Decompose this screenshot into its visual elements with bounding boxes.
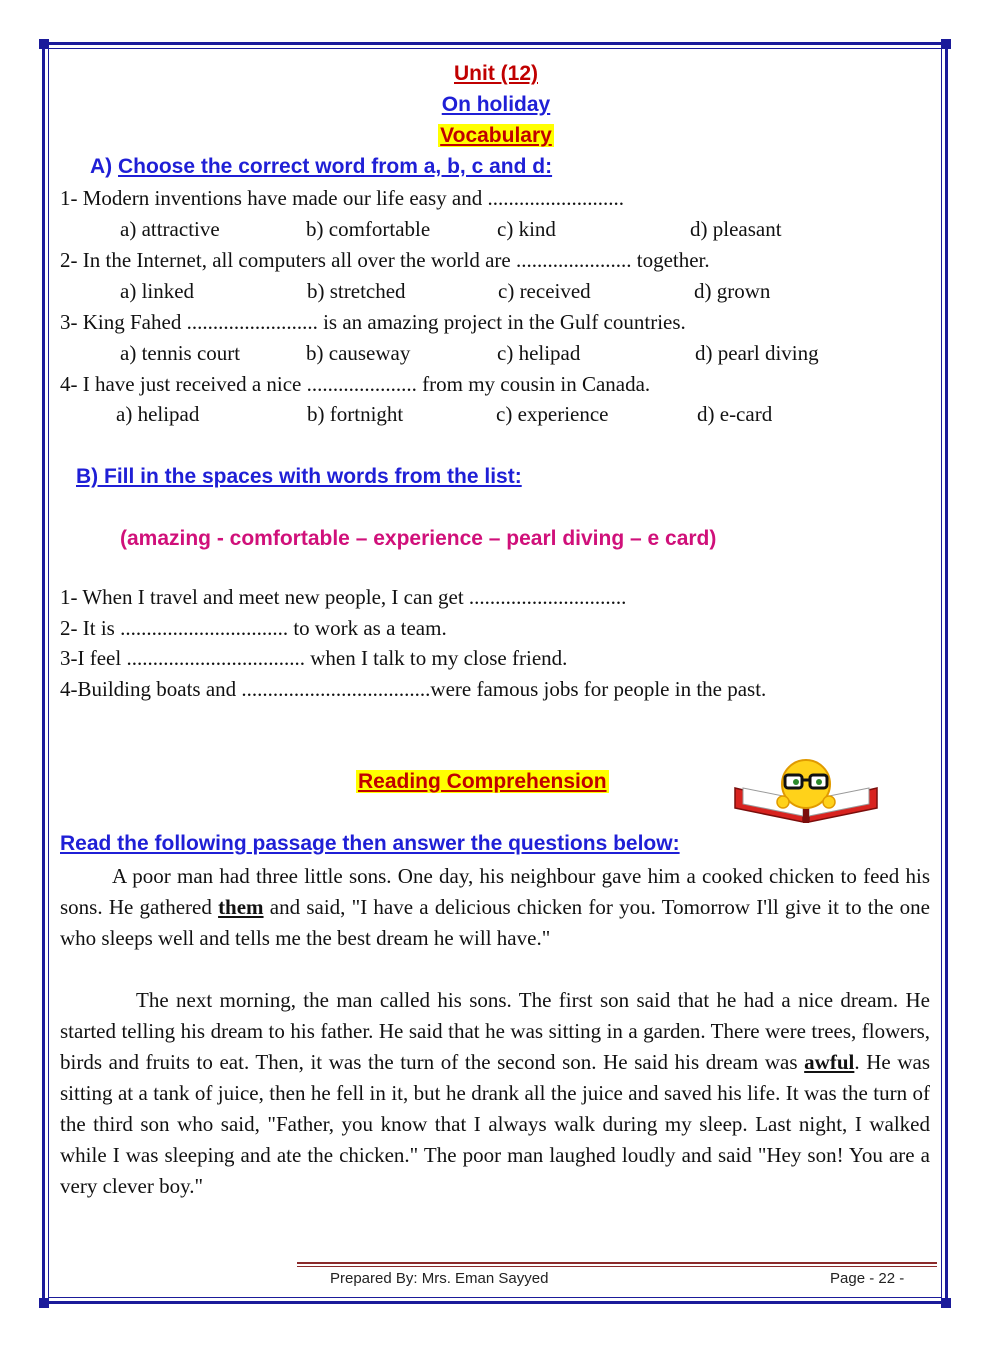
option: b) stretched	[307, 279, 406, 303]
option: a) helipad	[116, 402, 200, 426]
question-1: 1- Modern inventions have made our life easy and ..........................	[60, 186, 624, 210]
option: d) pleasant	[690, 217, 782, 241]
question-2: 2- In the Internet, all computers all over the world are ...................... together.	[60, 248, 710, 272]
fill-sentence-3: 3-I feel .................................. when I talk to my close friend.	[60, 646, 568, 670]
section-title: Vocabulary	[440, 124, 552, 147]
option: d) pearl diving	[695, 341, 819, 365]
reading-title: Reading Comprehension	[358, 770, 607, 793]
topic-title: On holiday	[441, 93, 551, 116]
option: c) experience	[496, 402, 609, 426]
part-b-heading: B) Fill in the spaces with words from the list:	[76, 465, 522, 488]
question-3: 3- King Fahed ......................... is an amazing project in the Gulf countries.	[60, 310, 686, 334]
border-corner	[941, 1298, 951, 1308]
fill-sentence-2: 2- It is ................................ to work as a team.	[60, 616, 447, 640]
passage-paragraph-2: The next morning, the man called his sons. The first son said that he had a nice dream. He started telling his dream to his father. He said that he was sitting in a garden. There were trees, flowers, birds and fruits to eat. Then, it was the turn of the second son. He said his dream was awful. He was sitting at a tank of juice, then he fell in it, but he drank all the juice and saved his life. It was the turn of the third son who said, "Father, you know that I always walk during my sleep. Last night, I walked while I was sleeping and ate the chicken." The poor man laughed loudly and said "Hey son! You are a very clever boy."	[60, 988, 930, 1198]
option: b) causeway	[306, 341, 411, 365]
option: a) linked	[120, 279, 195, 303]
option: b) fortnight	[307, 402, 404, 426]
border-corner	[39, 39, 49, 49]
option: a) attractive	[120, 217, 220, 241]
footer-page-number: Page - 22 -	[830, 1270, 905, 1287]
option: d) grown	[694, 279, 771, 303]
unit-title: Unit (12)	[454, 62, 538, 85]
footer-author: Prepared By: Mrs. Eman Sayyed	[330, 1270, 549, 1287]
option: b) comfortable	[306, 217, 431, 241]
option: a) tennis court	[120, 341, 241, 365]
border-corner	[941, 39, 951, 49]
word-list: (amazing - comfortable – experience – pearl diving – e card)	[120, 527, 717, 550]
option: c) helipad	[497, 341, 581, 365]
footer-rule	[297, 1266, 937, 1267]
footer-rule	[297, 1262, 937, 1264]
question-4: 4- I have just received a nice ..................... from my cousin in Canada.	[60, 372, 651, 396]
reading-emoji-icon	[733, 758, 879, 824]
option: c) kind	[497, 217, 556, 241]
reading-instruction: Read the following passage then answer the questions below:	[60, 832, 680, 855]
option: c) received	[498, 279, 591, 303]
option: d) e-card	[697, 402, 773, 426]
fill-sentence-4: 4-Building boats and ....................................were famous jobs for people in the past.	[60, 677, 767, 701]
border-corner	[39, 1298, 49, 1308]
fill-sentence-1: 1- When I travel and meet new people, I can get ..............................	[60, 585, 627, 609]
part-a-heading: A) Choose the correct word from a, b, c and d:	[90, 155, 553, 178]
passage-paragraph-1: A poor man had three little sons. One day, his neighbour gave him a cooked chicken to feed his sons. He gathered them and said, "I have a delicious chicken for you. Tomorrow I'll give it to the one who sleeps well and tells me the best dream he will have."	[60, 864, 931, 950]
